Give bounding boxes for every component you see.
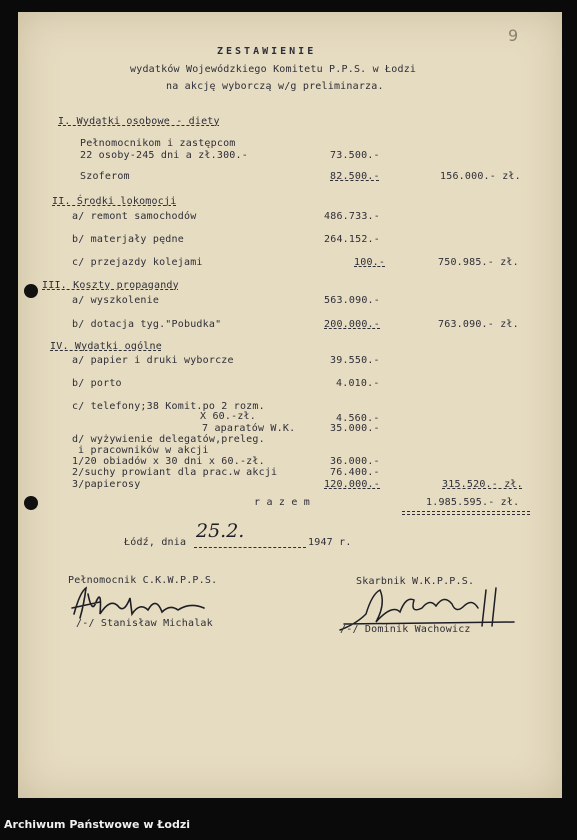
document-sheet	[18, 12, 562, 798]
line-label: 3/papierosy	[72, 479, 141, 490]
date-suffix: 1947 r.	[308, 537, 352, 548]
section-heading: II. Środki lokomocji	[52, 196, 177, 207]
line-label: b/ materjały pędne	[72, 234, 184, 245]
line-amount: 200.000.-	[324, 319, 380, 330]
line-amount: 36.000.-	[330, 456, 380, 467]
date-prefix: Łódź, dnia	[124, 537, 187, 548]
line-label: b/ porto	[72, 378, 122, 389]
line-label: a/ wyszkolenie	[72, 295, 160, 306]
line-amount: 264.152.-	[324, 234, 380, 245]
line-amount: 486.733.-	[324, 211, 380, 222]
corner-mark: 9	[508, 26, 519, 45]
left-sign-title: Pełnomocnik C.K.W.P.P.S.	[68, 575, 218, 586]
archive-footer	[0, 810, 577, 840]
line-amount: 4.560.-	[336, 413, 380, 424]
line-label: Pełnomocnikom i zastępcom	[80, 138, 236, 149]
double-rule	[402, 511, 530, 512]
line-total: 315.520.- zł.	[442, 479, 523, 490]
line-label: b/ dotacja tyg."Pobudka"	[72, 319, 222, 330]
line-amount: 4.010.-	[336, 378, 380, 389]
doc-subtitle-1: wydatków Wojewódzkiego Komitetu P.P.S. w Łodzi	[130, 64, 417, 75]
line-amount: 76.400.-	[330, 467, 380, 478]
doc-title: ZESTAWIENIE	[217, 46, 317, 57]
line-label: X 60.-zł.	[200, 411, 256, 422]
line-label: d/ wyżywienie delegatów,preleg.	[72, 434, 265, 445]
line-label: 1/20 obiadów x 30 dni x 60.-zł.	[72, 456, 265, 467]
line-total: 156.000.- zł.	[440, 171, 521, 182]
archive-credit: Archiwum Państwowe w Łodzi	[4, 818, 191, 831]
section-heading: I. Wydatki osobowe - diety	[58, 116, 220, 127]
line-label: a/ papier i druki wyborcze	[72, 355, 234, 366]
line-label: a/ remont samochodów	[72, 211, 197, 222]
line-amount: 82.500.-	[330, 171, 380, 182]
section-heading: III. Koszty propagandy	[42, 280, 179, 291]
line-label: 22 osoby-245 dni a zł.300.-	[80, 150, 248, 161]
line-amount: 120.000.-	[324, 479, 380, 490]
line-amount: 73.500.-	[330, 150, 380, 161]
punch-hole-top	[24, 284, 38, 298]
double-rule	[402, 514, 530, 515]
line-amount: 100.-	[354, 257, 386, 268]
line-amount: 563.090.-	[324, 295, 380, 306]
line-amount: 35.000.-	[330, 423, 380, 434]
line-label: i pracowników w akcji	[78, 445, 209, 456]
line-label: c/ telefony;38 Komit.po 2 rozm.	[72, 401, 265, 412]
line-label: Szoferom	[80, 171, 130, 182]
date-dash-line	[194, 547, 306, 548]
punch-hole-bottom	[24, 496, 38, 510]
right-sign-name: /-/ Dominik Wachowicz	[340, 624, 471, 635]
razem-total: 1.985.595.- zł.	[426, 497, 520, 508]
razem-label: r a z e m	[254, 497, 310, 508]
right-sign-title: Skarbnik W.K.P.P.S.	[356, 576, 475, 587]
line-total: 763.090.- zł.	[438, 319, 519, 330]
line-label: 2/suchy prowiant dla prac.w akcji	[72, 467, 278, 478]
line-total: 750.985.- zł.	[438, 257, 519, 268]
line-label: 7 aparatów W.K.	[202, 423, 296, 434]
line-amount: 39.550.-	[330, 355, 380, 366]
line-label: c/ przejazdy kolejami	[72, 257, 203, 268]
date-handwritten: 25.2.	[196, 520, 245, 542]
left-sign-name: /-/ Stanisław Michalak	[76, 618, 213, 629]
doc-subtitle-2: na akcję wyborczą w/g preliminarza.	[166, 81, 384, 92]
section-heading: IV. Wydatki ogólne	[50, 341, 162, 352]
